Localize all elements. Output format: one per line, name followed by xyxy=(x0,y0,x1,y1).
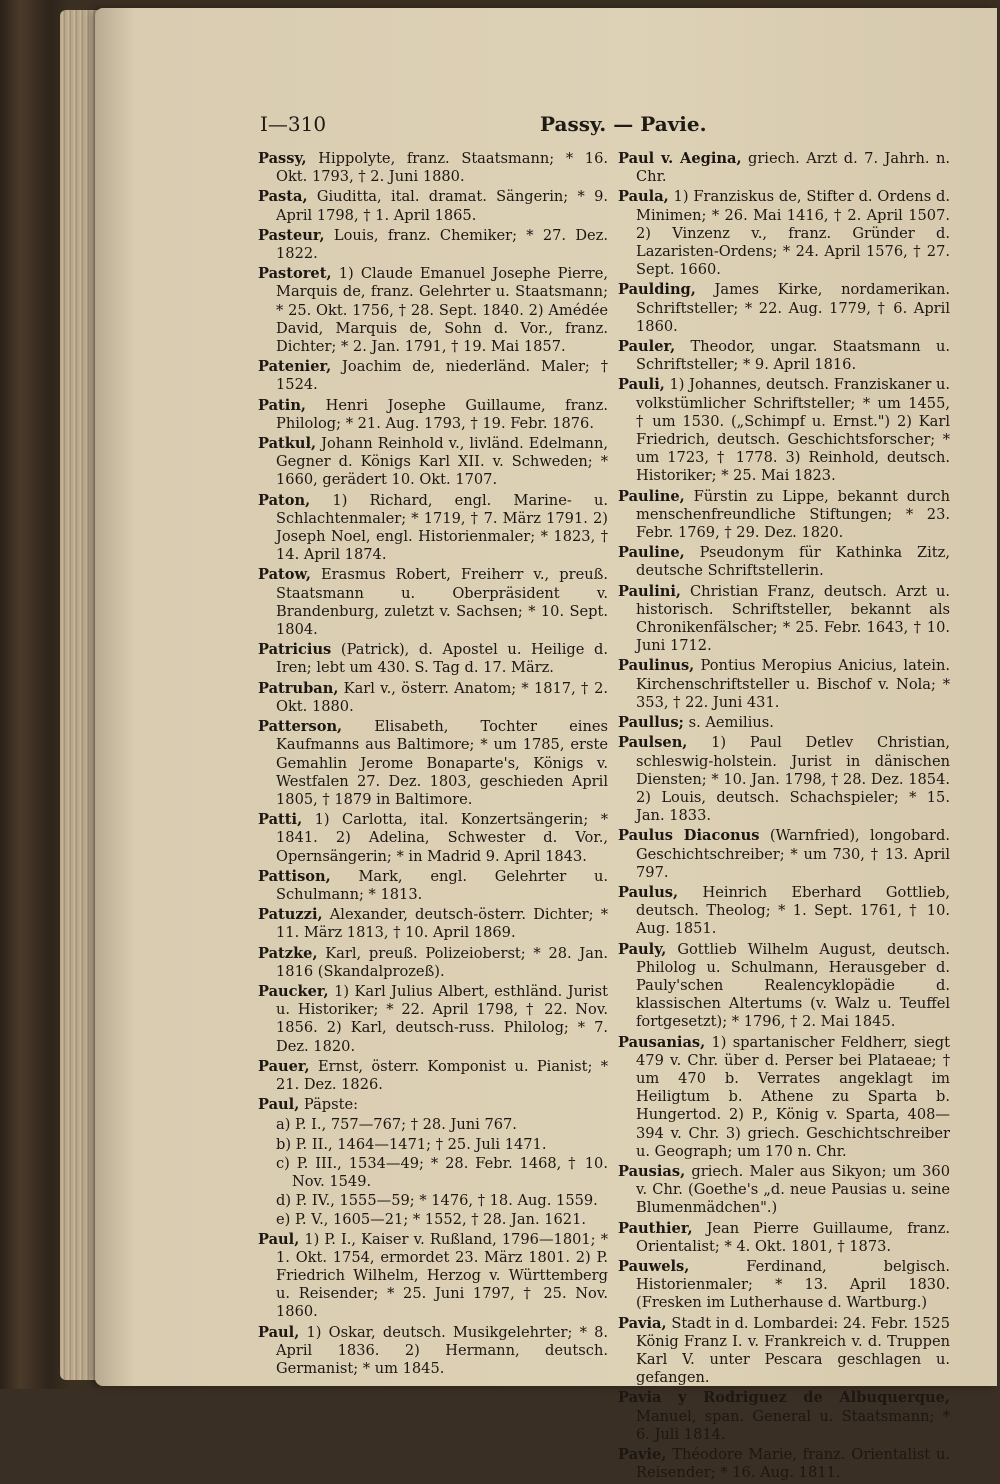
dictionary-entry xyxy=(618,827,950,882)
entry-text: 1) Richard, engl. Marine- u. Schlachtenmaler; * 1719, † 7. März 1791. 2) Joseph Noel, engl. Historienmaler; * 1823, † 14. April 1874. xyxy=(276,491,608,564)
dictionary-entry xyxy=(618,1220,950,1256)
entry-headword: Paulsen, xyxy=(618,734,688,752)
dictionary-entry xyxy=(618,338,950,374)
entry-text: Pseudonym für Kathinka Zitz, deutsche Schriftstellerin. xyxy=(636,544,950,580)
right-column xyxy=(618,150,950,1484)
entry-text: 1) Karl Julius Albert, esthländ. Jurist u. Historiker; * 22. April 1798, † 22. Nov. 1856. 2) Karl, deutsch-russ. Philolog; * 7. Dez. 1820. xyxy=(276,982,608,1055)
entry-headword: Pauler, xyxy=(618,338,676,356)
entry-text: Ferdinand, belgisch. Historienmaler; * 13. April 1830. (Fresken im Lutherhause d. Wartburg.) xyxy=(636,1257,950,1312)
entry-text: s. Aemilius. xyxy=(683,714,774,732)
entry-headword: Paullus; xyxy=(618,714,684,732)
entry-headword: Paul, xyxy=(258,1096,300,1114)
sub-entry: c) P. III., 1534—49; * 28. Febr. 1468, † 10. Nov. 1549. xyxy=(276,1154,608,1190)
entry-text: Henri Josephe Guillaume, franz. Philolog; * 21. Aug. 1793, † 19. Febr. 1876. xyxy=(276,396,608,432)
entry-headword: Pauer, xyxy=(258,1057,310,1075)
entry-text: Fürstin zu Lippe, bekannt durch menschenfreundliche Stiftungen; * 23. Febr. 1769, † 29. Dez. 1820. xyxy=(636,487,950,542)
entry-text: 1) Carlotta, ital. Konzertsängerin; * 1841. 2) Adelina, Schwester d. Vor., Opernsängerin; * in Madrid 9. April 1843. xyxy=(276,811,608,865)
dictionary-entry xyxy=(618,734,950,825)
entry-text: Mark, engl. Gelehrter u. Schulmann; * 1813. xyxy=(276,867,608,903)
dictionary-entry xyxy=(258,1096,608,1114)
entry-text: Karl, preuß. Polizeioberst; * 28. Jan. 1816 (Skandalprozeß). xyxy=(276,944,608,980)
sub-entry: e) P. V., 1605—21; * 1552, † 28. Jan. 1621. xyxy=(276,1211,587,1229)
entry-text: Manuel, span. General u. Staatsmann; * 6. Juli 1814. xyxy=(636,1407,950,1443)
entry-headword: Paulus, xyxy=(618,883,679,901)
entry-text: Ernst, österr. Komponist u. Pianist; * 21. Dez. 1826. xyxy=(276,1057,608,1093)
entry-headword: Pauline, xyxy=(618,544,685,562)
dictionary-entry xyxy=(618,657,950,712)
entry-text: Théodore Marie, franz. Orientalist u. Reisender; * 16. Aug. 1811. xyxy=(636,1446,950,1482)
entry-headword: Paul, xyxy=(258,1230,300,1248)
left-column xyxy=(258,150,608,1380)
dictionary-entry xyxy=(258,1058,608,1094)
entry-headword: Patterson, xyxy=(258,718,343,736)
dictionary-entry xyxy=(618,1034,950,1161)
entry-headword: Paula, xyxy=(618,188,669,206)
entry-headword: Patti, xyxy=(258,811,303,829)
entry-text: 1) Johannes, deutsch. Franziskaner u. volkstümlicher Schriftsteller; * um 1455, † um 1530. („Schimpf u. Ernst.") 2) Karl Friedrich, deutsch. Geschichtsforscher; * um 1723, † 1778. 3) Reinhold, deutsch. Historiker; * 25. Mai 1823. xyxy=(636,376,950,485)
dictionary-entry xyxy=(618,1389,950,1444)
entry-headword: Patenier, xyxy=(258,358,332,376)
entry-headword: Patin, xyxy=(258,396,307,414)
dictionary-entry xyxy=(258,983,608,1056)
entry-headword: Pavia, xyxy=(618,1314,667,1332)
entry-headword: Pausanias, xyxy=(618,1033,706,1051)
entry-headword: Pasta, xyxy=(258,188,308,206)
entry-headword: Paulini, xyxy=(618,582,681,600)
dictionary-entry xyxy=(618,583,950,656)
entry-headword: Pauly, xyxy=(618,940,667,958)
entry-headword: Pastoret, xyxy=(258,265,332,283)
entry-text: 1) P. I., Kaiser v. Rußland, 1796—1801; * 1. Okt. 1754, ermordet 23. März 1801. 2) P. Friedrich Wilhelm, Herzog v. Württemberg u. Reisender; * 25. Juni 1797, † 25. Nov. 1860. xyxy=(276,1230,608,1321)
entry-headword: Patkul, xyxy=(258,435,317,453)
entry-text: Karl v., österr. Anatom; * 1817, † 2. Okt. 1880. xyxy=(276,679,608,715)
dictionary-entry xyxy=(618,544,950,580)
dictionary-entry xyxy=(618,1446,950,1482)
dictionary-entry xyxy=(258,397,608,433)
dictionary-entry xyxy=(258,435,608,490)
entry-headword: Pauli, xyxy=(618,376,665,394)
entry-text: Heinrich Eberhard Gottlieb, deutsch. Theolog; * 1. Sept. 1761, † 10. Aug. 1851. xyxy=(636,883,950,938)
dictionary-entry xyxy=(618,884,950,939)
entry-text: 1) spartanischer Feldherr, siegt 479 v. Chr. über d. Perser bei Plataeae; † um 470 b. Verrates angeklagt im Heiligtum b. Athene zu Sparta b. Hungertod. 2) P., König v. Sparta, 408—394 v. Chr. 3) griech. Geschichtschreiber u. Geograph; um 170 n. Chr. xyxy=(636,1033,950,1160)
dictionary-entry xyxy=(258,1324,608,1379)
dictionary-entry xyxy=(258,150,608,186)
dictionary-entry xyxy=(258,906,608,942)
entry-text: 1) Paul Detlev Christian, schleswig-holstein. Jurist in dänischen Diensten; * 10. Jan. 1798, † 28. Dez. 1854. 2) Louis, deutsch. Schachspieler; * 15. Jan. 1833. xyxy=(636,734,950,825)
entry-text: griech. Arzt d. 7. Jahrh. n. Chr. xyxy=(636,150,950,186)
entry-text: Louis, franz. Chemiker; * 27. Dez. 1822. xyxy=(276,226,608,263)
page-number: I—310 xyxy=(260,112,327,136)
entry-text: Päpste: xyxy=(299,1096,359,1114)
entry-headword: Paul v. Aegina, xyxy=(618,150,742,167)
dictionary-entry xyxy=(258,358,608,394)
entry-headword: Paul, xyxy=(258,1323,300,1341)
dictionary-entry xyxy=(618,1258,950,1313)
dictionary-entry xyxy=(258,1231,608,1322)
dictionary-entry xyxy=(258,811,608,866)
dictionary-entry xyxy=(618,1315,950,1388)
running-title: Passy. — Pavie. xyxy=(540,112,707,136)
entry-text: Hippolyte, franz. Staatsmann; * 16. Okt. 1793, † 2. Juni 1880. xyxy=(276,150,608,186)
entry-headword: Pasteur, xyxy=(258,226,325,244)
entry-headword: Pauline, xyxy=(618,487,685,505)
entry-text: Joachim de, niederländ. Maler; † 1524. xyxy=(276,358,608,394)
entry-headword: Patuzzi, xyxy=(258,906,323,924)
dictionary-entry xyxy=(258,945,608,981)
entry-text: James Kirke, nordamerikan. Schriftsteller; * 22. Aug. 1779, † 6. April 1860. xyxy=(636,281,950,335)
entry-headword: Paucker, xyxy=(258,982,329,1000)
entry-text: griech. Maler aus Sikyon; um 360 v. Chr. (Goethe's „d. neue Pausias u. seine Blumenmädchen".) xyxy=(636,1162,950,1217)
dictionary-entry xyxy=(618,150,950,186)
entry-headword: Patricius xyxy=(258,641,332,659)
entry-headword: Pattison, xyxy=(258,867,331,885)
entry-headword: Pavia y Rodriguez de Albuquerque, xyxy=(618,1389,950,1407)
entry-text: Giuditta, ital. dramat. Sängerin; * 9. April 1798, † 1. April 1865. xyxy=(276,188,608,224)
dictionary-entry xyxy=(618,941,950,1032)
entry-headword: Paulding, xyxy=(618,281,696,299)
entry-text: Pontius Meropius Anicius, latein. Kirchenschriftsteller u. Bischof v. Nola; * 353, † 22. Juni 431. xyxy=(636,657,950,711)
entry-text: Jean Pierre Guillaume, franz. Orientalist; * 4. Okt. 1801, † 1873. xyxy=(636,1219,950,1255)
dictionary-entry xyxy=(258,868,608,904)
page-header xyxy=(260,112,960,142)
dictionary-entry xyxy=(618,488,950,543)
entry-text: 1) Claude Emanuel Josephe Pierre, Marquis de, franz. Gelehrter u. Staatsmann; * 25. Okt. 1756, † 28. Sept. 1840. 2) Amédée David, Marquis de, Sohn d. Vor., franz. Dichter; * 2. Jan. 1791, † 19. Mai 1857. xyxy=(276,265,608,356)
sub-entry: a) P. I., 757—767; † 28. Juni 767. xyxy=(276,1116,517,1134)
dictionary-entry xyxy=(618,714,950,732)
dictionary-entry xyxy=(618,281,950,336)
sub-entry: d) P. IV., 1555—59; * 1476, † 18. Aug. 1559. xyxy=(276,1192,598,1210)
entry-text: Gottlieb Wilhelm August, deutsch. Philolog u. Schulmann, Herausgeber d. Pauly'schen Realencyklopädie d. klassischen Altertums (v. Walz u. Teuffel fortgesetzt); * 1796, † 2. Mai 1845. xyxy=(636,940,950,1031)
entry-headword: Paton, xyxy=(258,491,311,509)
dictionary-entry xyxy=(618,188,950,279)
entry-headword: Passy, xyxy=(258,150,307,167)
entry-headword: Pavie, xyxy=(618,1446,667,1464)
entry-headword: Patow, xyxy=(258,566,311,584)
entry-text: Stadt in d. Lombardei: 24. Febr. 1525 König Franz I. v. Frankreich v. d. Truppen Karl V. unter Pescara geschlagen u. gefangen. xyxy=(636,1314,950,1387)
dictionary-entry xyxy=(258,680,608,716)
dictionary-entry xyxy=(258,188,608,224)
entry-text: 1) Oskar, deutsch. Musikgelehrter; * 8. April 1836. 2) Hermann, deutsch. Germanist; * um 1845. xyxy=(276,1323,608,1377)
dictionary-entry xyxy=(258,718,608,809)
entry-headword: Paulus Diaconus xyxy=(618,827,760,845)
sub-entry: b) P. II., 1464—1471; † 25. Juli 1471. xyxy=(276,1135,547,1153)
dictionary-entry xyxy=(618,1163,950,1218)
dictionary-entry xyxy=(258,566,608,639)
entry-text: Theodor, ungar. Staatsmann u. Schriftsteller; * 9. April 1816. xyxy=(636,338,950,374)
dictionary-entry xyxy=(258,265,608,356)
dictionary-entry xyxy=(258,227,608,263)
entry-text: Johann Reinhold v., livländ. Edelmann, Gegner d. Königs Karl XII. v. Schweden; * 1660, gerädert 10. Okt. 1707. xyxy=(276,435,608,489)
entry-text: 1) Franziskus de, Stifter d. Ordens d. Minimen; * 26. Mai 1416, † 2. April 1507. 2) Vinzenz v., franz. Gründer d. Lazaristen-Ordens; * 24. April 1576, † 27. Sept. 1660. xyxy=(636,188,950,279)
entry-headword: Pauwels, xyxy=(618,1257,690,1275)
entry-headword: Patzke, xyxy=(258,944,318,962)
entry-headword: Paulinus, xyxy=(618,657,695,675)
entry-headword: Pausias, xyxy=(618,1162,686,1180)
entry-headword: Pauthier, xyxy=(618,1219,693,1237)
dictionary-entry xyxy=(258,641,608,677)
entry-text: (Warnfried), longobard. Geschichtschreiber; * um 730, † 13. April 797. xyxy=(636,827,950,881)
dictionary-entry xyxy=(258,492,608,565)
entry-headword: Patruban, xyxy=(258,679,339,697)
entry-text: Christian Franz, deutsch. Arzt u. historisch. Schriftsteller, bekannt als Chronikenfälscher; * 25. Febr. 1643, † 10. Juni 1712. xyxy=(636,582,950,655)
dictionary-entry xyxy=(618,376,950,485)
entry-text: Elisabeth, Tochter eines Kaufmanns aus Baltimore; * um 1785, erste Gemahlin Jerome Bonaparte's, Königs v. Westfalen 27. Dez. 1803, geschieden April 1805, † 1879 in Baltimore. xyxy=(276,718,608,808)
entry-text: Alexander, deutsch-österr. Dichter; * 11. März 1813, † 10. April 1869. xyxy=(276,906,608,942)
entry-text: Erasmus Robert, Freiherr v., preuß. Staatsmann u. Oberpräsident v. Brandenburg, zuletzt v. Sachsen; * 10. Sept. 1804. xyxy=(276,566,608,639)
entry-text: (Patrick), d. Apostel u. Heilige d. Iren; lebt um 430. S. Tag d. 17. März. xyxy=(276,641,608,677)
